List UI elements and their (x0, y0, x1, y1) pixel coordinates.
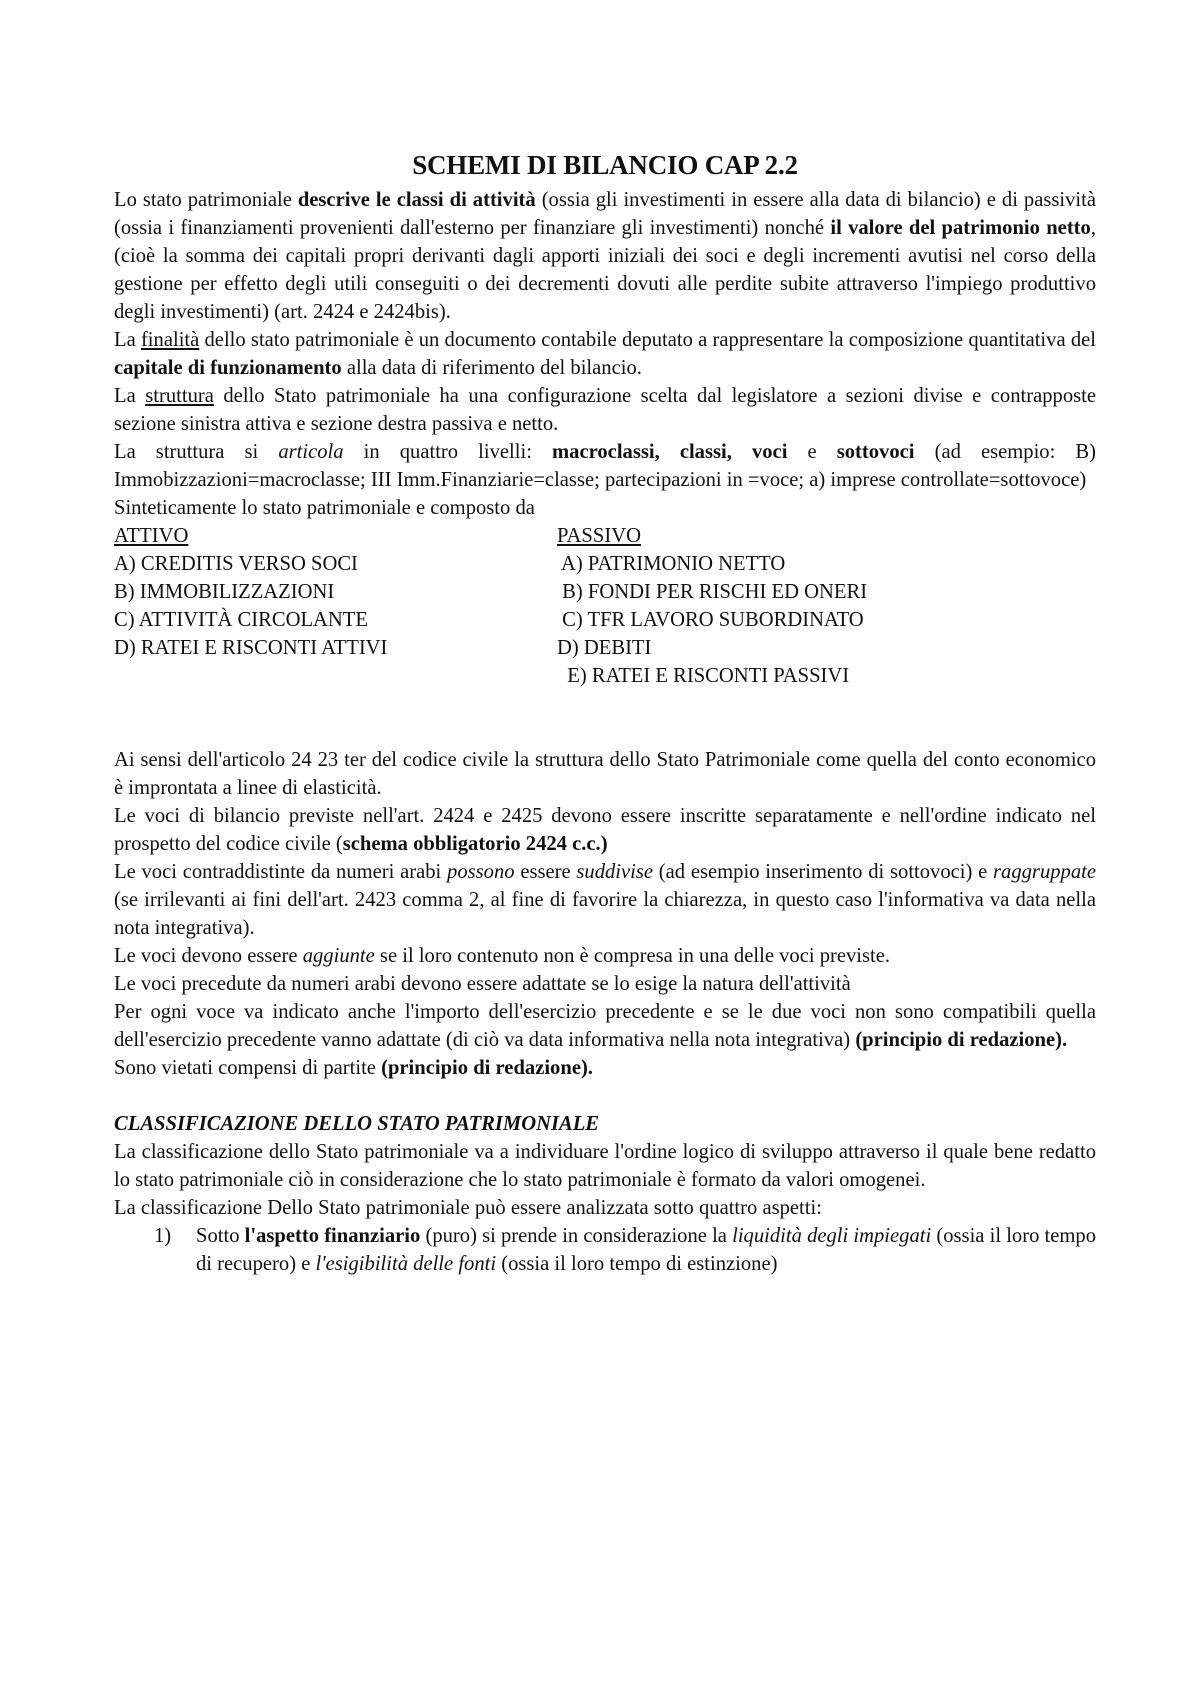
text: La (114, 329, 141, 351)
text: (puro) si prende in considerazione la (420, 1225, 733, 1247)
paragraph-voci-arabi (114, 858, 1096, 942)
passivo-item: E) RATEI E RISCONTI PASSIVI (557, 665, 850, 687)
text: (ossia il loro tempo di estinzione) (496, 1253, 778, 1275)
attivo-item: D) RATEI E RISCONTI ATTIVI (114, 637, 388, 659)
paragraph-finalita (114, 326, 1096, 382)
italic-text: suddivise (576, 861, 654, 883)
paragraph-struttura (114, 382, 1096, 438)
attivo-item (114, 662, 557, 690)
table-row (114, 662, 1096, 690)
bold-text: il valore del patrimonio netto (830, 217, 1091, 239)
page-title: SCHEMI DI BILANCIO CAP 2.2 (412, 150, 798, 180)
bold-text: schema obbligatorio 2424 c.c.) (342, 833, 608, 855)
bold-text: descrive le classi di attività (297, 189, 536, 211)
italic-text: articola (278, 441, 344, 463)
text: dello stato patrimoniale è un documento contabile deputato a rappresentare la composizione quantitativa del (199, 329, 1096, 351)
table-header-row (114, 522, 1096, 550)
paragraph-voci-bilancio (114, 802, 1096, 858)
italic-text: raggruppate (993, 861, 1096, 883)
text: Per ogni voce va indicato anche l'importo dell'esercizio precedente e se le due voci non sono compatibili quella dell'esercizio precedente vanno adattate (di ciò va data informativa nella nota integrativa) (114, 1001, 1096, 1051)
table-row (114, 634, 1096, 662)
text: Lo stato patrimoniale (114, 189, 298, 211)
text: essere (514, 861, 577, 883)
paragraph-classificazione: La classificazione dello Stato patrimoniale va a individuare l'ordine logico di sviluppo attraverso il quale bene redatto lo stato patrimoniale ciò in considerazione che lo stato patrimoniale è formato da valori omogenei. (114, 1141, 1096, 1191)
text: Sono vietati compensi di partite (114, 1057, 382, 1079)
list-text (196, 1222, 1096, 1278)
italic-text: l'esigibilità delle fonti (315, 1253, 497, 1275)
passivo-header: PASSIVO (557, 525, 641, 547)
text: La struttura si (114, 441, 279, 463)
text: (ad esempio inserimento di sottovoci) e (653, 861, 994, 883)
list-item (114, 1222, 1096, 1278)
text: , (cioè la somma dei capitali propri derivanti dagli apporti iniziali dei soci e degli incrementi avutisi nel corso della gestione per effetto degli utili conseguiti o dei decrementi dovuti alle perdite subite attraverso l'impiego produttivo degli investimenti) (art. 2424 e 2424bis). (114, 217, 1096, 323)
paragraph-quattro-aspetti: La classificazione Dello Stato patrimoniale può essere analizzata sotto quattro aspetti: (114, 1197, 822, 1219)
underlined-text: struttura (145, 385, 214, 407)
bold-text: (principio di redazione). (855, 1029, 1068, 1051)
section-heading: CLASSIFICAZIONE DELLO STATO PATRIMONIALE (114, 1113, 600, 1135)
table-row (114, 550, 1096, 578)
bold-text: l'aspetto finanziario (244, 1225, 421, 1247)
attivo-item: B) IMMOBILIZZAZIONI (114, 581, 335, 603)
paragraph-sinteticamente: Sinteticamente lo stato patrimoniale e composto da (114, 497, 535, 519)
attivo-item: A) CREDITIS VERSO SOCI (114, 553, 358, 575)
paragraph-importo-precedente (114, 998, 1096, 1054)
text: in quattro livelli: (343, 441, 553, 463)
paragraph-livelli (114, 438, 1096, 494)
paragraph-compensi (114, 1054, 1096, 1082)
underlined-text: finalità (140, 329, 200, 351)
text: (ossia il loro tempo di recupero) e (196, 1225, 1097, 1275)
text: dello Stato patrimoniale ha una configurazione scelta dal legislatore a sezioni divise e contrapposte sezione sinistra attiva e sezione destra passiva e netto. (114, 385, 1096, 435)
text: (ad esempio: B) Immobizzazioni=macroclasse; III Imm.Finanziarie=classe; partecipazioni in =voce; a) imprese controllate=sottovoce) (114, 441, 1097, 491)
italic-text: liquidità degli impiegati (732, 1225, 932, 1247)
text: alla data di riferimento del bilancio. (341, 357, 642, 379)
spacer (114, 1082, 1096, 1110)
passivo-item: B) FONDI PER RISCHI ED ONERI (557, 581, 868, 603)
list-number: 1) (154, 1225, 172, 1247)
attivo-passivo-table (114, 522, 1096, 690)
passivo-item: C) TFR LAVORO SUBORDINATO (557, 609, 864, 631)
text: Le voci devono essere (114, 945, 303, 967)
document-body (114, 147, 1096, 1278)
text: Le voci di bilancio previste nell'art. 2424 e 2425 devono essere inscritte separatamente e nell'ordine indicato nel prospetto del codice civile ( (114, 805, 1096, 855)
paragraph-voci-aggiunte (114, 942, 1096, 970)
text: e (787, 441, 837, 463)
text: (se irrilevanti ai fini dell'art. 2423 comma 2, al fine di favorire la chiarezza, in questo caso l'informativa va data nella nota integrativa). (114, 889, 1096, 939)
table-row (114, 606, 1096, 634)
paragraph-elasticita: Ai sensi dell'articolo 24 23 ter del codice civile la struttura dello Stato Patrimoniale come quella del conto economico è improntata a linee di elasticità. (114, 749, 1096, 799)
spacer (114, 690, 1096, 746)
text: se il loro contenuto non è compresa in una delle voci previste. (374, 945, 891, 967)
attivo-header: ATTIVO (114, 525, 189, 547)
table-row (114, 578, 1096, 606)
italic-text: aggiunte (302, 945, 375, 967)
bold-text: sottovoci (836, 441, 915, 463)
passivo-item: A) PATRIMONIO NETTO (557, 553, 786, 575)
bold-text: macroclassi, classi, voci (552, 441, 788, 463)
text: Le voci contraddistinte da numeri arabi (114, 861, 448, 883)
passivo-item: D) DEBITI (557, 637, 652, 659)
paragraph-voci-adattate: Le voci precedute da numeri arabi devono essere adattate se lo esige la natura dell'attività (114, 973, 851, 995)
bold-text: capitale di funzionamento (114, 357, 342, 379)
paragraph-stato-patrimoniale (114, 186, 1096, 326)
attivo-item: C) ATTIVITÀ CIRCOLANTE (114, 609, 368, 631)
text: Sotto (196, 1225, 245, 1247)
italic-text: possono (447, 861, 515, 883)
text: La (114, 385, 146, 407)
text: (ossia gli investimenti in essere alla data di bilancio) e di passività (ossia i finanziamenti provenienti dall'esterno per finanziare gli investimenti) nonché (114, 189, 1096, 239)
bold-text: (principio di redazione). (381, 1057, 593, 1079)
